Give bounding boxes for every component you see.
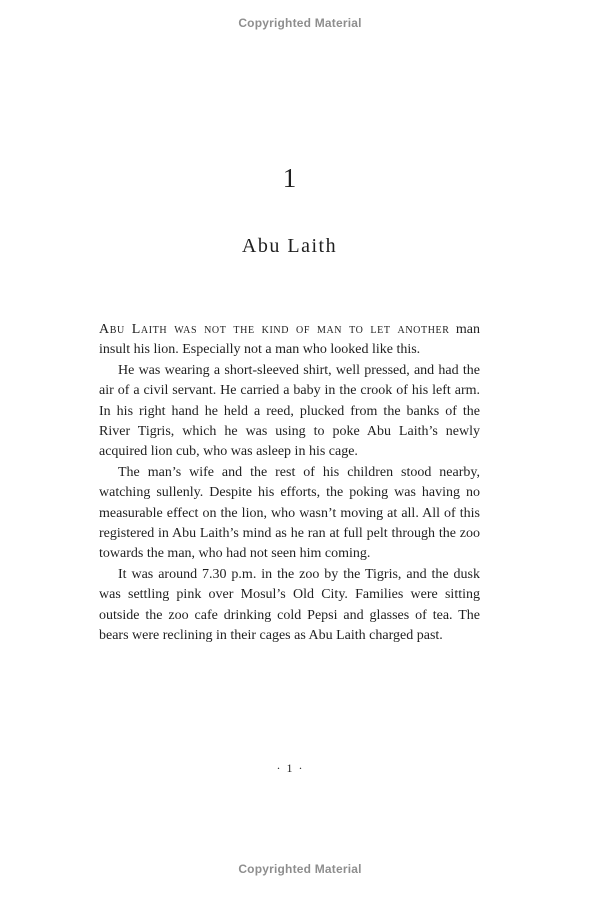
page-number-value: 1	[286, 761, 293, 775]
page-number	[99, 761, 480, 776]
copyright-watermark-bottom: Copyrighted Material	[238, 862, 362, 876]
chapter-title: Abu Laith	[241, 235, 338, 257]
smallcaps-lead: Abu Laith was not the kind of man to let another	[99, 322, 450, 337]
page-number-dot-left: ·	[276, 761, 281, 775]
body-paragraph: He was wearing a short-sleeved shirt, well pressed, and had the air of a civil servant. He carried a baby in the crook of his left arm. In his right hand he held a reed, plucked from the banks of the River Tigris, which he was using to poke Abu Laith’s newly acquired lion cub, who was asleep in his cage.	[99, 362, 480, 460]
copyright-watermark-top: Copyrighted Material	[238, 16, 362, 30]
body-paragraph: It was around 7.30 p.m. in the zoo by the Tigris, and the dusk was settling pink over Mosul’s Old City. Families were sitting outside the zoo cafe drinking cold Pepsi and glasses of tea. The bears were reclining in their cages as Abu Laith charged past.	[99, 566, 480, 644]
body-text	[99, 320, 480, 647]
page-number-dot-right: ·	[298, 761, 303, 775]
chapter-number: 1	[282, 163, 297, 193]
body-paragraph: The man’s wife and the rest of his children stood nearby, watching sullenly. Despite his efforts, the poking was having no measurable effect on the lion, who wasn’t moving at all. All of this registered in Abu Laith’s mind as he ran at full pelt through the zoo towards the man, who had not seen him coming.	[99, 464, 480, 562]
body-paragraph: Abu Laith was not the kind of man to let another man insult his lion. Especially not a man who looked like this.	[99, 322, 480, 358]
